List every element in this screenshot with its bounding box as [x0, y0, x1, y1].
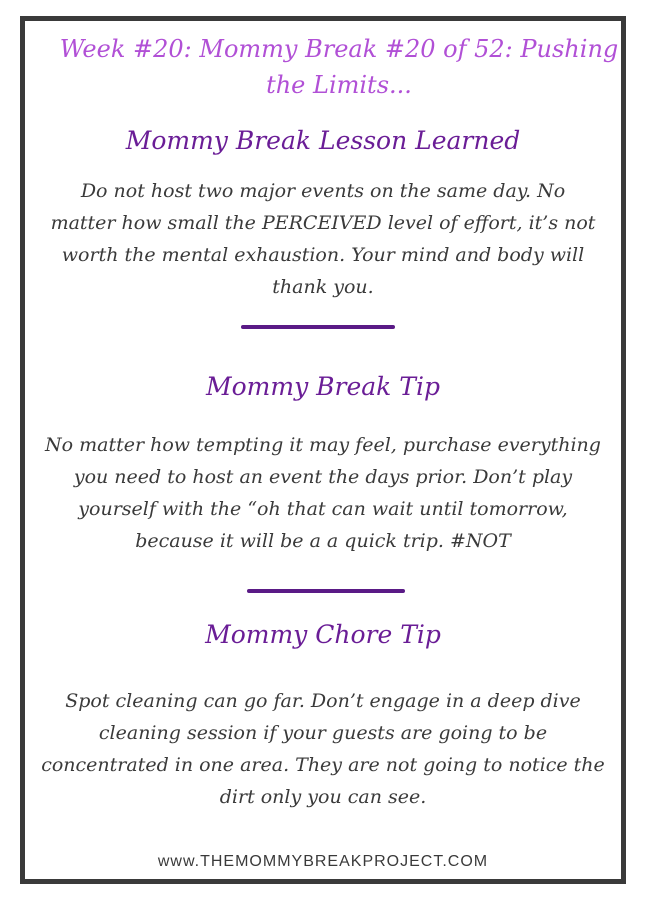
title-line-1: Week #20: Mommy Break #20 of 52: Pushing — [59, 35, 619, 63]
lesson-line: worth the mental exhaustion. Your mind and body will — [61, 244, 585, 266]
lesson-line: Do not host two major events on the same day. No — [80, 180, 566, 202]
section-divider — [247, 589, 405, 593]
chore-tip-heading: Mommy Chore Tip — [205, 620, 441, 649]
title-line-2: the Limits... — [266, 71, 412, 99]
page-frame — [20, 16, 626, 884]
website-footer: www.THEMOMMYBREAKPROJECT.COM — [157, 853, 489, 870]
tip-line: because it will be a a quick trip. #NOT — [135, 530, 511, 552]
lesson-learned-text — [25, 175, 621, 303]
tip-line: yourself with the “oh that can wait until tomorrow, — [78, 498, 568, 520]
tip-line: No matter how tempting it may feel, purchase everything — [45, 434, 601, 456]
chore-line: Spot cleaning can go far. Don’t engage in a deep dive — [65, 690, 581, 712]
chore-line: concentrated in one area. They are not going to notice the — [41, 754, 605, 776]
lesson-line: matter how small the PERCEIVED level of effort, it’s not — [50, 212, 596, 234]
chore-line: dirt only you can see. — [219, 786, 427, 808]
tip-line: you need to host an event the days prior. Don’t play — [73, 466, 573, 488]
break-tip-heading: Mommy Break Tip — [206, 372, 440, 401]
section-divider — [241, 325, 395, 329]
lesson-line: thank you. — [272, 276, 374, 298]
page-title — [49, 31, 629, 103]
chore-line: cleaning session if your guests are going to be — [98, 722, 548, 744]
chore-tip-text — [25, 685, 621, 813]
lesson-learned-heading: Mommy Break Lesson Learned — [125, 126, 521, 155]
break-tip-text — [25, 429, 621, 557]
